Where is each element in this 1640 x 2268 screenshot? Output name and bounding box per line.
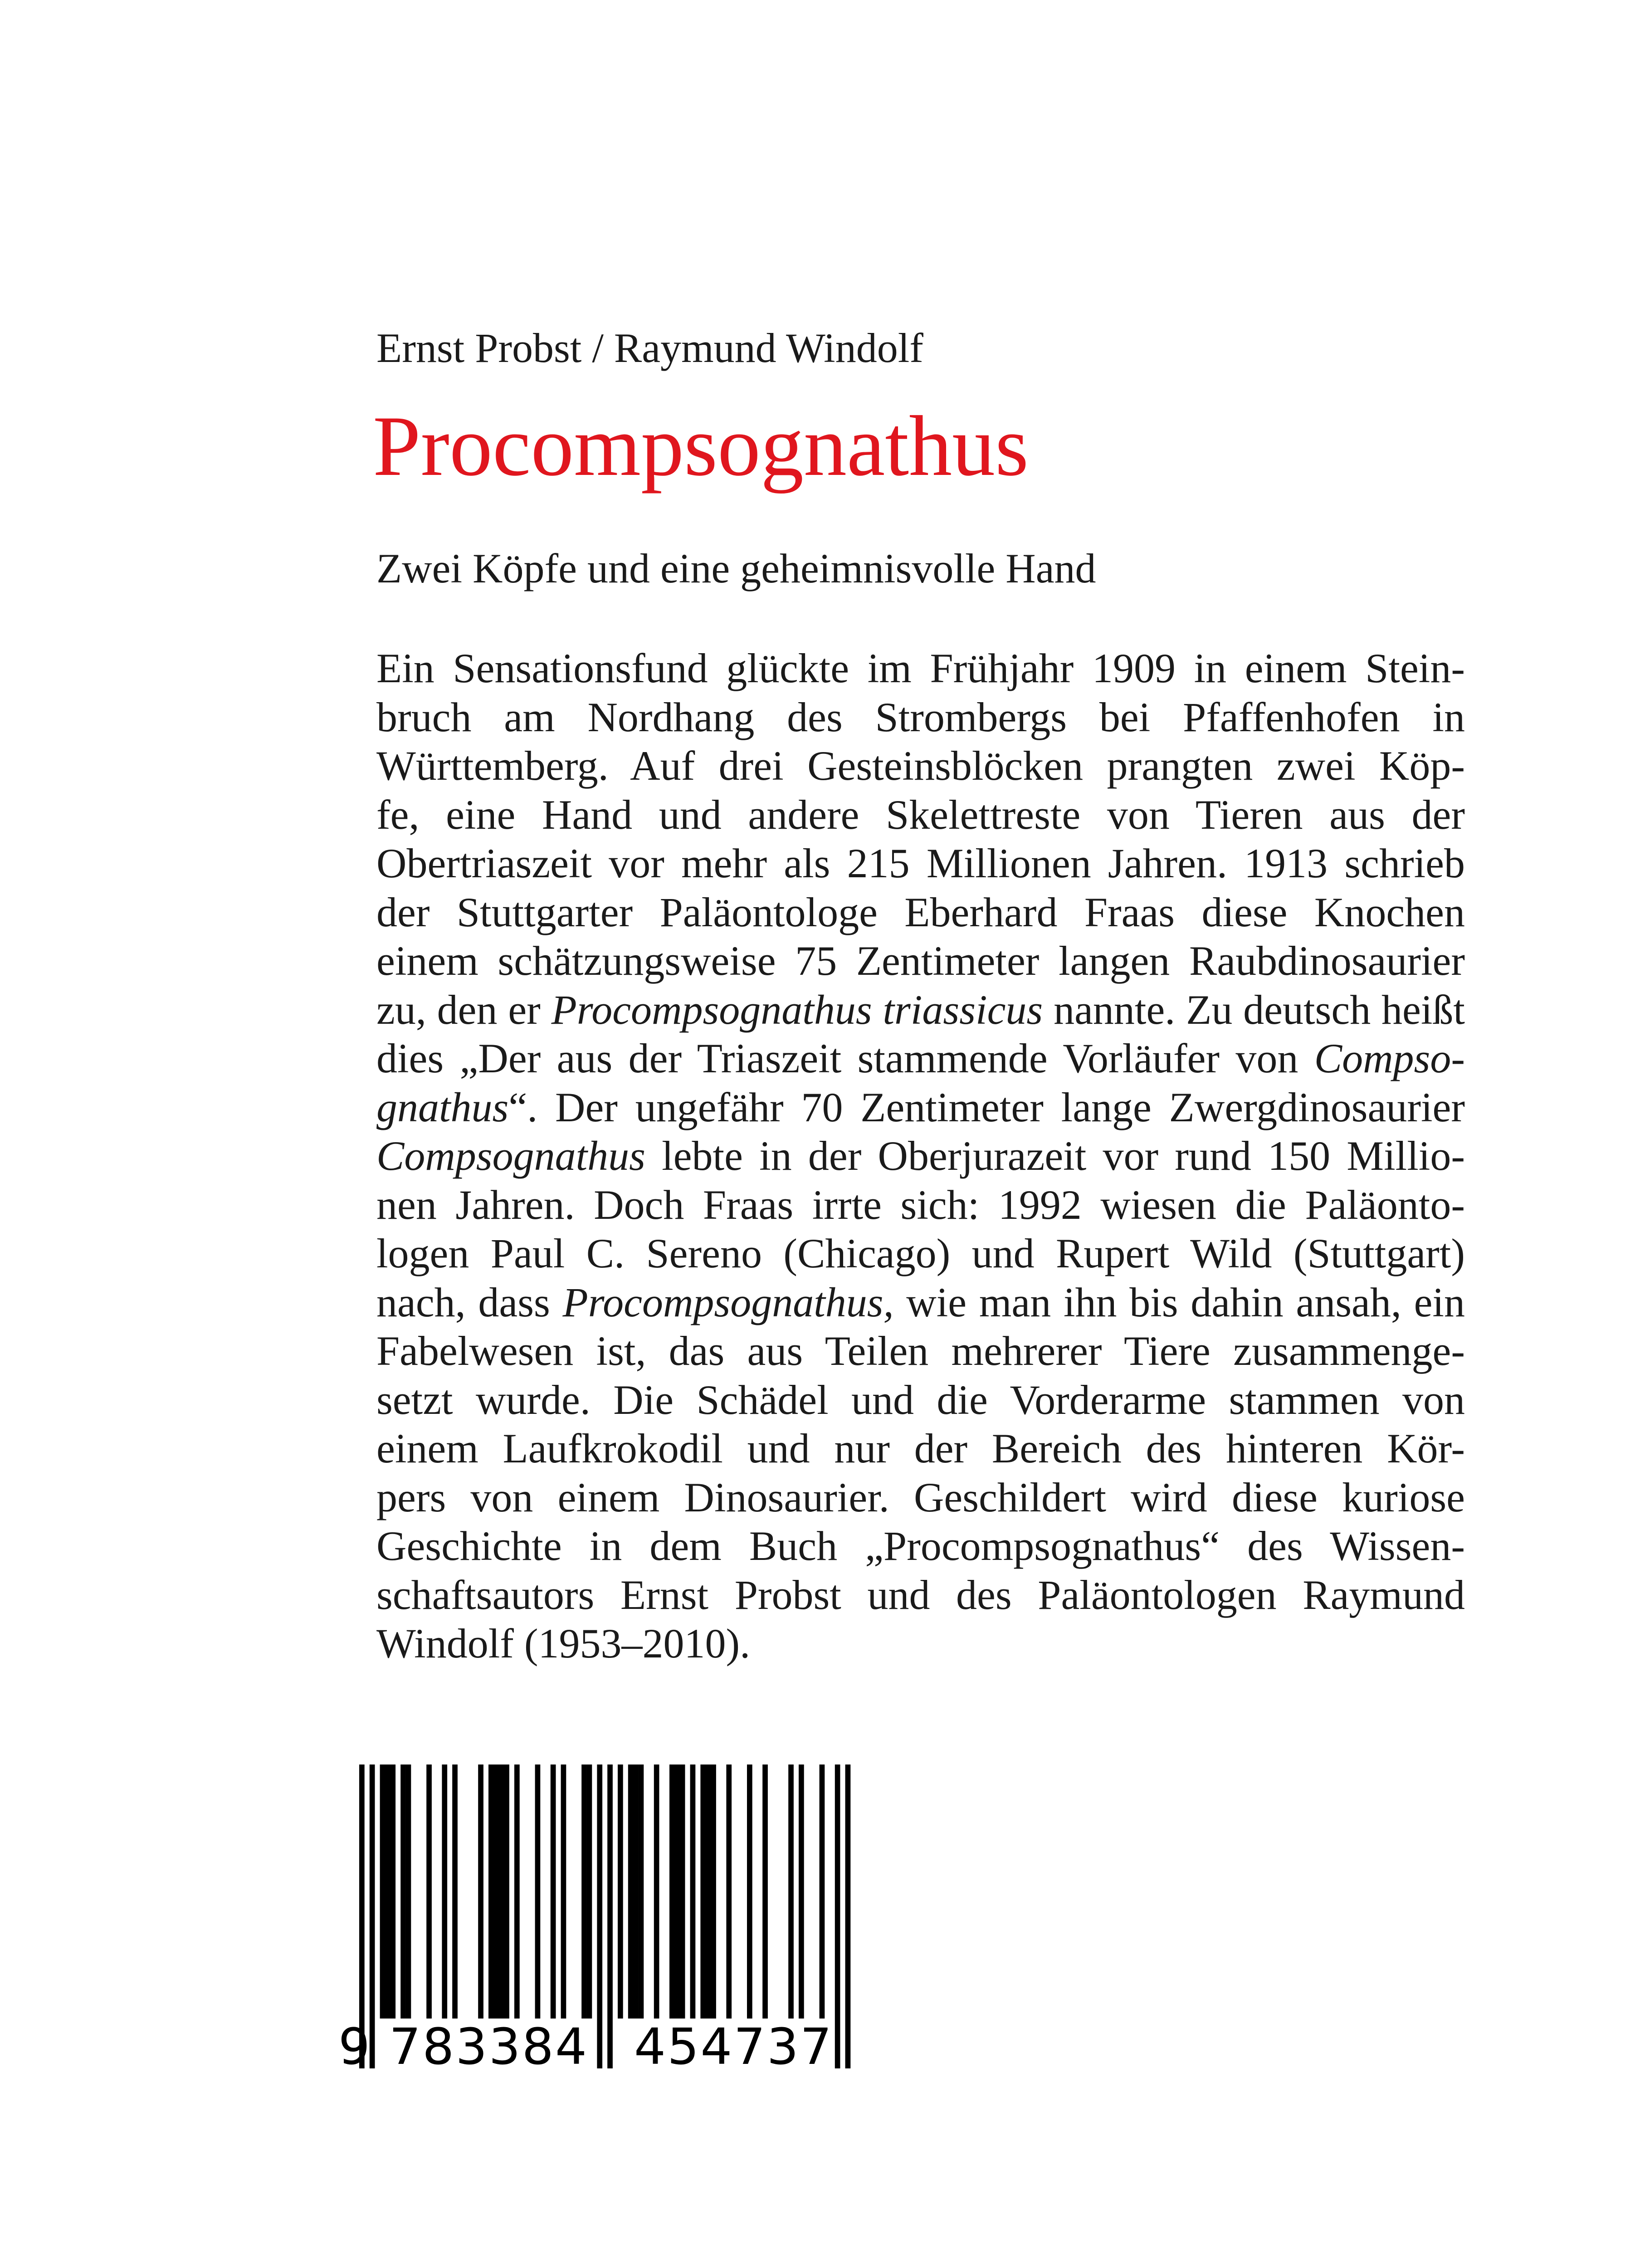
barcode-bar <box>711 1765 716 2019</box>
blurb-line: Obertriaszeit vor mehr als 215 Millionen Jahren. 1913 schrieb <box>376 840 1465 886</box>
barcode-bar <box>452 1765 458 2019</box>
barcode-bar <box>706 1765 711 2019</box>
blurb-line: zu, den er Procompsognathus triassicus nannte. Zu deutsch heißt <box>376 986 1465 1033</box>
barcode-bar <box>674 1765 680 2019</box>
blurb-line: Windolf (1953–2010). <box>376 1620 751 1667</box>
blurb-line: pers von einem Dinosaurier. Geschildert wird diese kuriose <box>376 1474 1465 1520</box>
blurb-line: logen Paul C. Sereno (Chicago) und Rupert Wild (Stuttgart) <box>376 1230 1465 1276</box>
barcode-bar <box>628 1765 634 2019</box>
blurb-line: fe, eine Hand und andere Skelettreste von Tieren aus der <box>376 791 1465 838</box>
blurb-line: Geschichte in dem Buch „Procompsognathus“ des Wissen- <box>376 1523 1465 1569</box>
barcode-bar <box>799 1765 804 2019</box>
blurb-line: einem schätzungsweise 75 Zentimeter langen Raubdinosaurier <box>376 938 1465 984</box>
barcode-guard-bar <box>835 1765 840 2068</box>
barcode-bar <box>426 1765 432 2019</box>
book-title: Procompsognathus <box>373 399 1029 494</box>
barcode-digits-right: 454737 <box>634 2018 832 2073</box>
barcode-digit-first: 9 <box>338 2018 370 2073</box>
isbn-barcode <box>336 1765 907 2073</box>
blurb-line: Compsognathus lebte in der Oberjurazeit vor rund 150 Millio- <box>376 1133 1465 1179</box>
blurb-line: bruch am Nordhang des Strombergs bei Pfaffenhofen in <box>376 694 1465 740</box>
barcode-bar <box>385 1765 390 2019</box>
barcode-bar <box>493 1765 499 2019</box>
barcode-bar <box>618 1765 623 2019</box>
barcode-bar <box>406 1765 411 2019</box>
blurb-line: einem Laufkrokodil und nur der Bereich des hinteren Kör- <box>376 1425 1465 1471</box>
blurb-line: dies „Der aus der Triaszeit stammende Vorläufer von Compso- <box>376 1035 1465 1081</box>
book-subtitle: Zwei Köpfe und eine geheimnisvolle Hand <box>376 545 1096 591</box>
barcode-bar <box>680 1765 685 2019</box>
barcode-bar <box>654 1765 659 2019</box>
barcode-bar <box>669 1765 675 2019</box>
barcode-bar <box>488 1765 494 2019</box>
barcode-bar <box>700 1765 706 2019</box>
barcode-bar <box>380 1765 386 2019</box>
barcode-bar <box>499 1765 504 2019</box>
barcode-bar <box>788 1765 794 2019</box>
barcode-bar <box>514 1765 520 2019</box>
barcode-bar <box>535 1765 541 2019</box>
blurb-line: schaftsautors Ernst Probst und des Paläontologen Raymund <box>376 1571 1465 1618</box>
blurb-line: Fabelwesen ist, das aus Teilen mehrerer Tiere zusammenge- <box>376 1328 1465 1374</box>
barcode-bar <box>820 1765 825 2019</box>
barcode-guard-bar <box>597 1765 602 2068</box>
barcode-bar <box>504 1765 509 2019</box>
authors-line: Ernst Probst / Raymund Windolf <box>376 325 923 371</box>
barcode-bar <box>442 1765 447 2019</box>
barcode-bar <box>690 1765 696 2019</box>
barcode-bar <box>400 1765 406 2019</box>
barcode-bar <box>639 1765 644 2019</box>
blurb-line: gnathus“. Der ungefähr 70 Zentimeter lange Zwergdinosaurier <box>376 1084 1465 1130</box>
barcode-bar <box>390 1765 395 2019</box>
blurb-line: nen Jahren. Doch Fraas irrte sich: 1992 wiesen die Paläonto- <box>376 1181 1465 1228</box>
blurb-line: nach, dass Procompsognathus, wie man ihn bis dahin ansah, ein <box>376 1279 1465 1325</box>
blurb-line: setzt wurde. Die Schädel und die Vorderarme stammen von <box>376 1376 1465 1423</box>
barcode-graphic <box>336 1765 907 2073</box>
barcode-bar <box>551 1765 556 2019</box>
barcode-bar <box>581 1765 587 2019</box>
barcode-digits-left: 783384 <box>389 2018 587 2073</box>
blurb-line: Württemberg. Auf drei Gesteinsblöcken prangten zwei Köp- <box>376 743 1465 789</box>
barcode-bar <box>561 1765 566 2019</box>
blurb-line: Ein Sensationsfund glückte im Frühjahr 1909 in einem Stein- <box>376 645 1465 691</box>
barcode-bar <box>587 1765 592 2019</box>
barcode-bar <box>478 1765 483 2019</box>
barcode-bar <box>747 1765 752 2019</box>
barcode-bar <box>762 1765 768 2019</box>
blurb-text <box>376 644 1465 1668</box>
blurb-line: der Stuttgarter Paläontologe Eberhard Fraas diese Knochen <box>376 889 1465 935</box>
barcode-bar <box>633 1765 639 2019</box>
barcode-guard-bar <box>607 1765 613 2068</box>
barcode-guard-bar <box>370 1765 375 2068</box>
barcode-guard-bar <box>845 1765 851 2068</box>
barcode-bar <box>726 1765 732 2019</box>
